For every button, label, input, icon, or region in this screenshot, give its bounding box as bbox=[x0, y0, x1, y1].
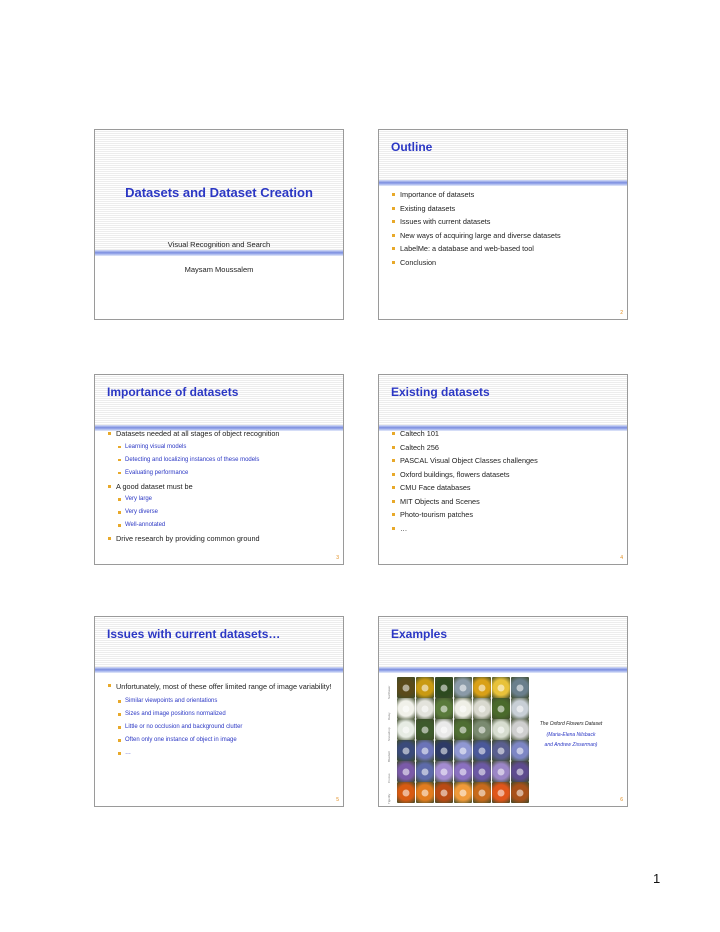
slide-header bbox=[95, 617, 343, 667]
flower-thumbnail bbox=[397, 677, 415, 698]
flower-thumbnail bbox=[416, 719, 434, 740]
page-number: 1 bbox=[653, 871, 661, 886]
outline-list bbox=[391, 188, 619, 269]
flower-thumbnail bbox=[492, 740, 510, 761]
slide-number: 6 bbox=[620, 797, 623, 803]
sub-list-item: Learning visual models bbox=[107, 441, 335, 454]
slide-header bbox=[379, 375, 627, 425]
flower-thumbnail bbox=[473, 677, 491, 698]
header-divider bbox=[95, 667, 343, 673]
slide-existing bbox=[378, 374, 628, 565]
slide-outline bbox=[378, 129, 628, 320]
sub-list-item: Sizes and image positions normalized bbox=[107, 708, 335, 721]
slide-number: 3 bbox=[336, 555, 339, 561]
flower-thumbnail bbox=[397, 761, 415, 782]
flower-thumbnail bbox=[435, 719, 453, 740]
slide-number: 2 bbox=[620, 310, 623, 316]
list-item: … bbox=[391, 522, 619, 536]
flower-thumbnail bbox=[492, 698, 510, 719]
slide-number: 4 bbox=[620, 555, 623, 561]
sub-list-item: Often only one instance of object in image bbox=[107, 734, 335, 747]
slide-title: Existing datasets bbox=[391, 385, 490, 399]
list-item: Datasets needed at all stages of object recognition bbox=[107, 427, 335, 441]
title-divider bbox=[95, 250, 343, 256]
flower-thumbnail bbox=[511, 761, 529, 782]
flower-thumbnail bbox=[511, 698, 529, 719]
row-labels bbox=[387, 677, 393, 802]
dataset-caption-title: The Oxford Flowers Dataset bbox=[539, 721, 603, 727]
slide-header bbox=[379, 130, 627, 180]
row-label: Crocus bbox=[387, 773, 391, 783]
dataset-caption-authors: (Maria-Elena Nilsback bbox=[546, 732, 596, 738]
flower-thumbnail bbox=[473, 782, 491, 803]
sub-list-item: Very large bbox=[107, 493, 335, 506]
row-label: Sunflower bbox=[387, 685, 391, 699]
header-divider bbox=[379, 667, 627, 673]
flower-thumbnail bbox=[397, 698, 415, 719]
list-item: Photo-tourism patches bbox=[391, 508, 619, 522]
flower-thumbnail bbox=[454, 782, 472, 803]
sub-list-item: Little or no occlusion and background clutter bbox=[107, 721, 335, 734]
slide-subtitle: Visual Recognition and Search bbox=[167, 240, 271, 249]
slide-author: Maysam Moussalem bbox=[184, 265, 254, 274]
sub-list-item: Detecting and localizing instances of these models bbox=[107, 454, 335, 467]
list-item: Caltech 101 bbox=[391, 427, 619, 441]
slide-header bbox=[379, 617, 627, 667]
row-label: Bluebell bbox=[387, 751, 391, 762]
slide-number: 5 bbox=[336, 797, 339, 803]
list-item: CMU Face databases bbox=[391, 481, 619, 495]
slide-title: Examples bbox=[391, 627, 448, 641]
list-item: Existing datasets bbox=[391, 202, 619, 216]
list-item: MIT Objects and Scenes bbox=[391, 495, 619, 509]
flower-thumbnail bbox=[454, 677, 472, 698]
flower-thumbnail bbox=[435, 782, 453, 803]
flower-thumbnail bbox=[473, 719, 491, 740]
flower-thumbnail bbox=[511, 677, 529, 698]
flower-thumbnail bbox=[454, 761, 472, 782]
row-label: Daisy bbox=[387, 712, 391, 720]
flower-thumbnail bbox=[473, 761, 491, 782]
flower-thumbnail bbox=[397, 782, 415, 803]
list-item: Issues with current datasets bbox=[391, 215, 619, 229]
list-item: Conclusion bbox=[391, 256, 619, 270]
sub-list-item: Well-annotated bbox=[107, 519, 335, 532]
slide-title bbox=[94, 129, 344, 320]
flower-thumbnail bbox=[435, 677, 453, 698]
list-item: Caltech 256 bbox=[391, 441, 619, 455]
sub-list-item: … bbox=[107, 747, 335, 760]
flower-thumbnail bbox=[492, 761, 510, 782]
slide-title: Outline bbox=[391, 140, 433, 154]
flower-thumbnail bbox=[454, 698, 472, 719]
flower-thumbnail bbox=[435, 698, 453, 719]
flower-thumbnail bbox=[473, 698, 491, 719]
flower-thumbnail bbox=[511, 782, 529, 803]
bullet-list bbox=[107, 427, 335, 546]
flower-thumbnail bbox=[416, 740, 434, 761]
sub-list-item: Very diverse bbox=[107, 506, 335, 519]
list-item: LabelMe: a database and web-based tool bbox=[391, 242, 619, 256]
flower-thumbnail bbox=[416, 677, 434, 698]
flower-thumbnail bbox=[454, 740, 472, 761]
flower-thumbnail bbox=[435, 761, 453, 782]
slide-title: Issues with current datasets… bbox=[107, 627, 281, 641]
flower-thumbnail bbox=[416, 698, 434, 719]
list-item: Oxford buildings, flowers datasets bbox=[391, 468, 619, 482]
slide-issues bbox=[94, 616, 344, 807]
list-item: PASCAL Visual Object Classes challenges bbox=[391, 454, 619, 468]
list-item: A good dataset must be bbox=[107, 480, 335, 494]
flower-image-grid bbox=[387, 677, 529, 802]
flower-thumbnail bbox=[397, 740, 415, 761]
slide-header bbox=[95, 375, 343, 425]
flower-thumbnail bbox=[492, 719, 510, 740]
flower-thumbnail bbox=[492, 677, 510, 698]
flower-thumbnail bbox=[416, 761, 434, 782]
flower-thumbnail bbox=[473, 740, 491, 761]
slide-main-title: Datasets and Dataset Creation bbox=[125, 185, 313, 200]
slide-title: Importance of datasets bbox=[107, 385, 239, 399]
flower-thumbnail bbox=[454, 719, 472, 740]
dataset-caption-authors: and Andrew Zisserman) bbox=[544, 742, 598, 748]
list-item: New ways of acquiring large and diverse datasets bbox=[391, 229, 619, 243]
flower-thumbnail bbox=[435, 740, 453, 761]
bullet-list bbox=[107, 679, 335, 760]
list-item: Unfortunately, most of these offer limited range of image variability! bbox=[107, 679, 335, 695]
sub-list-item: Evaluating performance bbox=[107, 467, 335, 480]
bullet-list bbox=[391, 427, 619, 535]
flower-thumbnail bbox=[416, 782, 434, 803]
sub-list-item: Similar viewpoints and orientations bbox=[107, 695, 335, 708]
flower-thumbnail bbox=[492, 782, 510, 803]
row-label: Tigerlily bbox=[387, 793, 391, 804]
slide-importance bbox=[94, 374, 344, 565]
flower-thumbnail bbox=[397, 719, 415, 740]
header-divider bbox=[379, 180, 627, 186]
slide-examples bbox=[378, 616, 628, 807]
row-label: Snowdrop bbox=[387, 727, 391, 741]
list-item: Importance of datasets bbox=[391, 188, 619, 202]
list-item: Drive research by providing common ground bbox=[107, 532, 335, 546]
